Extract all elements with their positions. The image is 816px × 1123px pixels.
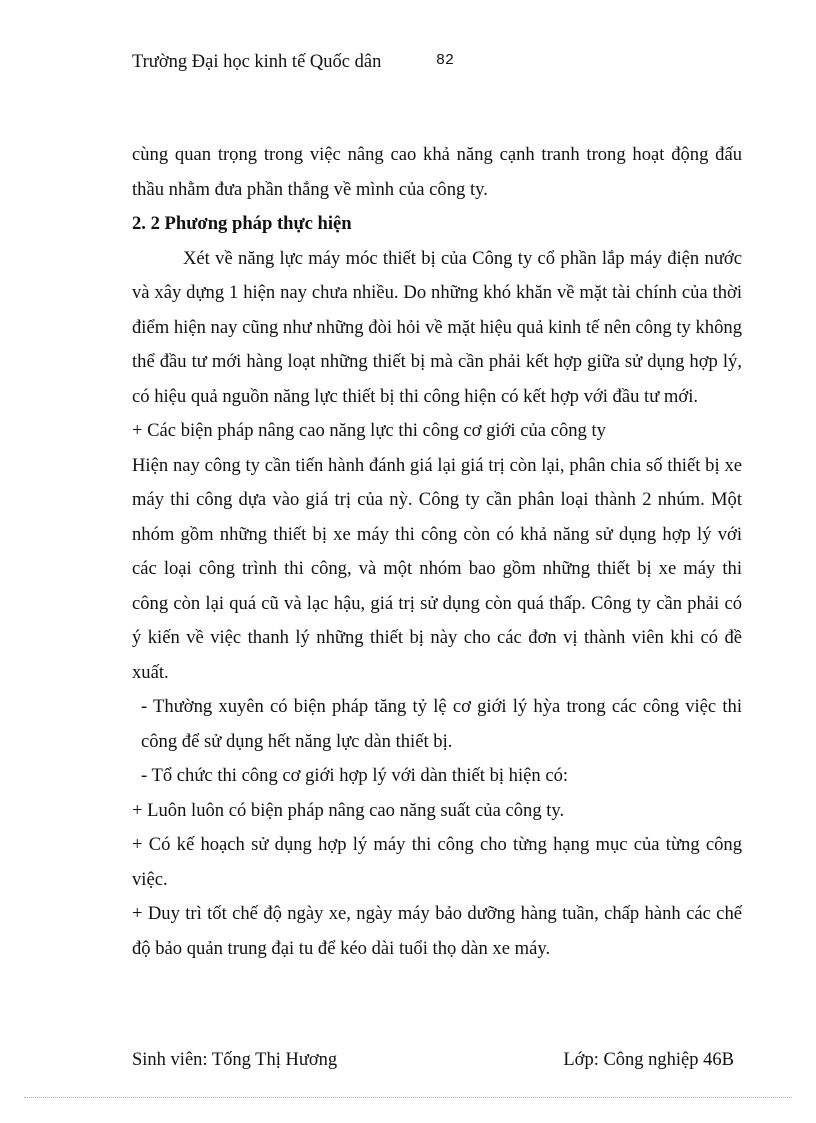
list-item: - Tổ chức thi công cơ giới hợp lý với dàn thiết bị hiện có: <box>141 765 569 786</box>
list-item: - Thường xuyên có biện pháp tăng tỷ lệ cơ giới lý hỳa trong các công việc thi công để sử dụng hết năng lực dàn thiết bị. <box>141 696 742 752</box>
list-item: + Các biện pháp nâng cao năng lực thi công cơ giới của công ty <box>132 420 606 441</box>
header-school: Trường Đại học kinh tế Quốc dân <box>132 52 382 72</box>
list-item: + Có kế hoạch sử dụng hợp lý máy thi công cho từng hạng mục của từng công việc. <box>132 834 742 890</box>
section-heading: 2. 2 Phương pháp thực hiện <box>132 213 352 234</box>
paragraph: Hiện nay công ty cần tiến hành đánh giá lại giá trị còn lại, phân chia số thiết bị xe máy thi công dựa vào giá trị của nỳ. Công ty cần phân loại thành 2 nhúm. Một nhóm gồm những thiết bị xe máy thi công còn có khả năng sử dụng hợp lý với các loại công trình thi công, và một nhóm bao gồm những thiết bị xe máy thi công còn lại quá cũ và lạc hậu, giá trị sử dụng còn quá thấp. Công ty cần phải có ý kiến về việc thanh lý những thiết bị này cho các đơn vị thành viên khi có đề xuất. <box>132 454 742 683</box>
page-number: 82 <box>436 52 455 69</box>
footer-student: Sinh viên: Tống Thị Hương <box>132 1050 338 1070</box>
list-item: + Duy trì tốt chế độ ngày xe, ngày máy bảo dưỡng hàng tuần, chấp hành các chế độ bảo quản trung đại tu để kéo dài tuổi thọ dàn xe máy. <box>132 903 742 959</box>
page-divider <box>24 1097 792 1098</box>
footer-class: Lớp: Công nghiệp 46B <box>563 1050 734 1070</box>
list-item: + Luôn luôn có biện pháp nâng cao năng suất của công ty. <box>132 799 565 821</box>
paragraph: cùng quan trọng trong việc nâng cao khả năng cạnh tranh trong hoạt động đấu thầu nhằm đưa phần thắng về mình của công ty. <box>132 144 742 200</box>
document-body <box>132 138 742 966</box>
paragraph: Xét về năng lực máy móc thiết bị của Công ty cổ phần lắp máy điện nước và xây dựng 1 hiện nay chưa nhiều. Do những khó khăn về mặt tài chính của thời điểm hiện nay cũng như những đòi hỏi về mặt hiệu quả kinh tế nên công ty không thể đầu tư mới hàng loạt những thiết bị mà cần phải kết hợp giữa sử dụng hợp lý, có hiệu quả nguồn năng lực thiết bị thi công hiện có kết hợp với đầu tư mới. <box>132 247 742 407</box>
